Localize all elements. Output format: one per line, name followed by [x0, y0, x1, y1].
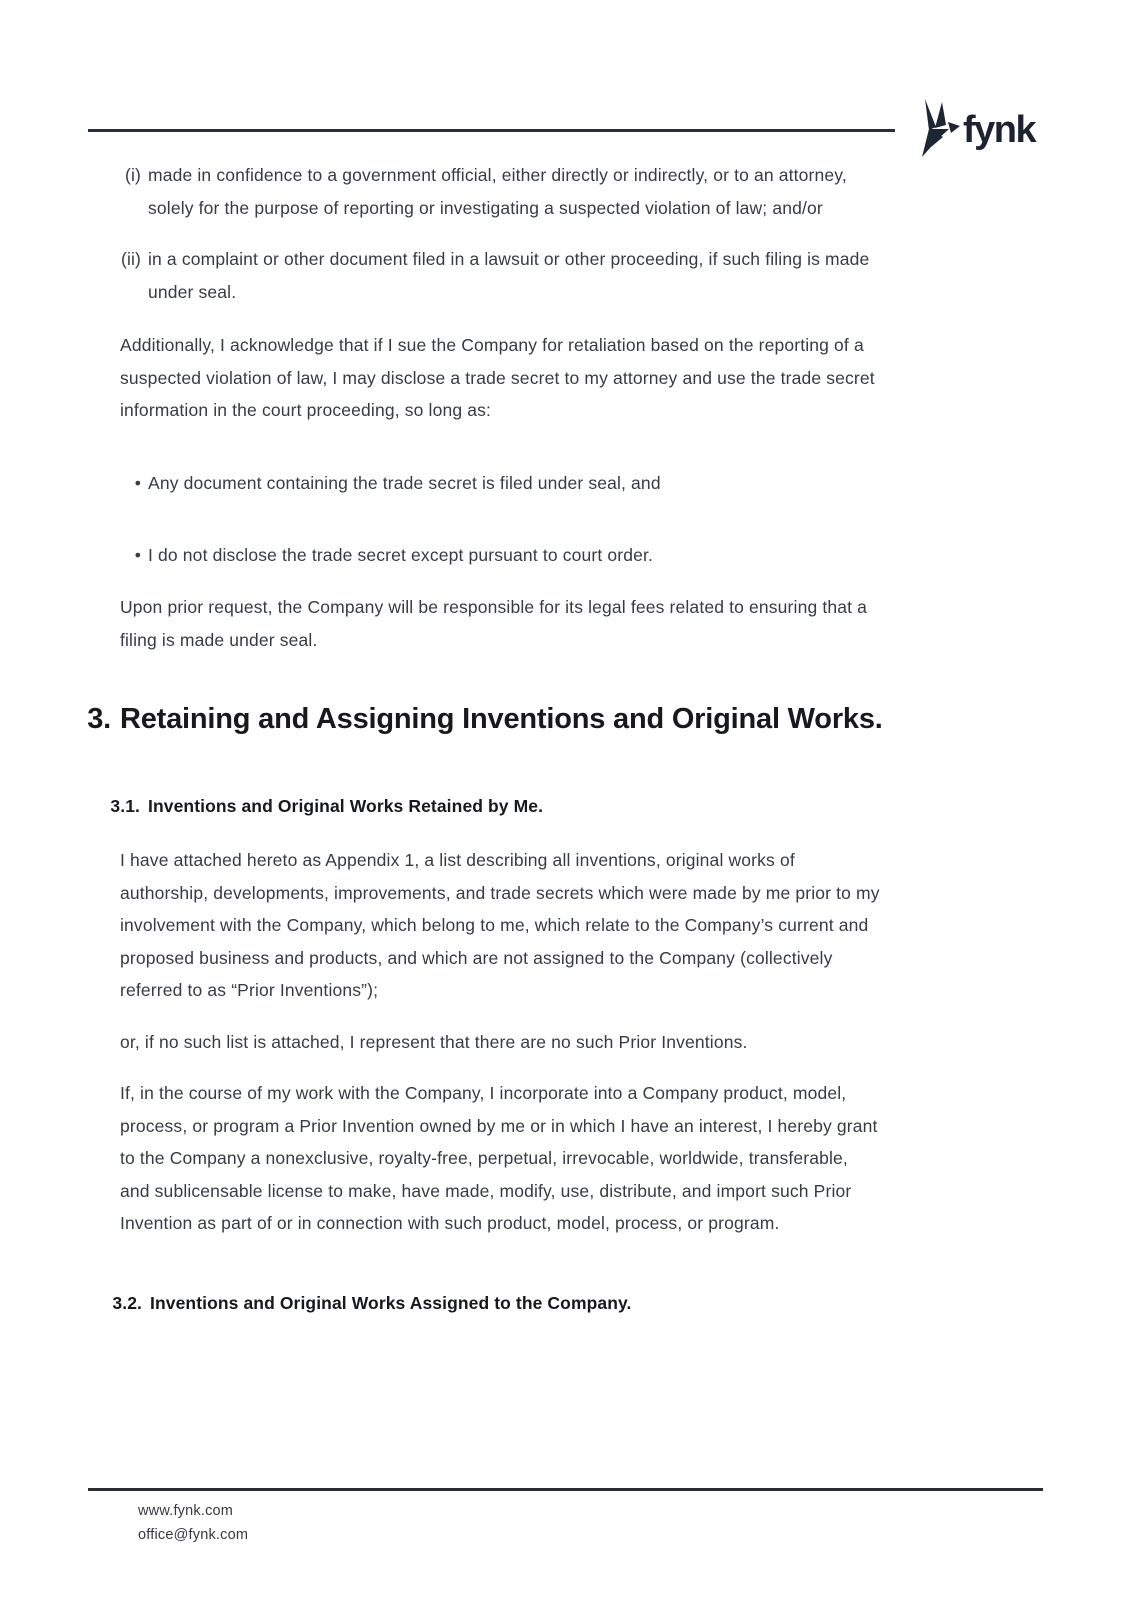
paragraph-license-grant — [120, 1077, 878, 1240]
text-line: If, in the course of my work with the Company, I incorporate into a Company product, model, — [120, 1083, 847, 1103]
text-line: or, if no such list is attached, I represent that there are no such Prior Inventions. — [120, 1032, 748, 1052]
section-heading-3 — [87, 698, 883, 740]
clause-text-ii — [148, 243, 869, 308]
text-line: I have attached hereto as Appendix 1, a list describing all inventions, original works of — [120, 850, 795, 870]
text-line: made in confidence to a government official, either directly or indirectly, or to an attorney, — [148, 165, 847, 185]
clause-item-ii — [120, 243, 870, 308]
text-line: authorship, developments, improvements, and trade secrets which were made by me prior to my — [120, 882, 880, 903]
paragraph-text — [120, 844, 880, 1007]
subsection-heading-3-2 — [112, 1291, 632, 1315]
text-line: filing is made under seal. — [120, 629, 318, 650]
text-line: information in the court proceeding, so long as: — [120, 400, 492, 420]
bullet-text — [148, 539, 653, 572]
clause-item-i — [125, 159, 847, 224]
paragraph-text — [120, 1077, 878, 1240]
brand-wordmark: fynk — [963, 109, 1036, 151]
bullet-item-2 — [134, 539, 654, 572]
text-line: Invention as part of or in connection with such product, model, process, or program. — [120, 1213, 780, 1233]
footer-website: www.fynk.com — [138, 1503, 234, 1519]
footer-email: office@fynk.com — [138, 1527, 249, 1543]
subsection-number: 3.1. — [110, 796, 140, 816]
section-title: Retaining and Assigning Inventions and Original Works. — [120, 703, 883, 735]
clause-marker-i: (i) — [125, 165, 141, 185]
text-line: Any document containing the trade secret is filed under seal, and — [148, 473, 661, 493]
bullet-item-1 — [134, 467, 661, 500]
paragraph-text — [120, 1026, 748, 1059]
text-line: suspected violation of law, I may disclose a trade secret to my attorney and use the trade secret — [120, 367, 875, 388]
bullet-dot-icon: • — [134, 473, 141, 493]
text-line: referred to as “Prior Inventions”); — [120, 980, 379, 1000]
paragraph-additionally — [120, 329, 875, 427]
bullet-dot-icon: • — [134, 545, 141, 565]
subsection-heading-3-1 — [110, 794, 544, 818]
text-line: solely for the purpose of reporting or investigating a suspected violation of law; and/or — [148, 197, 823, 218]
origami-bird-icon — [915, 99, 961, 161]
text-line: in a complaint or other document filed in a lawsuit or other proceeding, if such filing is made — [148, 249, 870, 269]
paragraph-text — [120, 329, 875, 427]
text-line: process, or program a Prior Invention owned by me or in which I have an interest, I hereby grant — [120, 1115, 878, 1136]
text-line: involvement with the Company, which belong to me, which relate to the Company’s current and — [120, 915, 869, 935]
section-number: 3. — [87, 703, 111, 735]
paragraph-text — [120, 591, 867, 656]
paragraph-no-list — [120, 1026, 748, 1059]
text-line: to the Company a nonexclusive, royalty-free, perpetual, irrevocable, worldwide, transferable, — [120, 1148, 848, 1168]
clause-text-i — [148, 159, 847, 224]
subsection-title: Inventions and Original Works Retained by Me. — [148, 796, 544, 816]
text-line: under seal. — [148, 281, 237, 302]
header-rule — [88, 129, 895, 132]
text-line: proposed business and products, and which are not assigned to the Company (collectively — [120, 947, 833, 968]
subsection-number: 3.2. — [112, 1293, 142, 1313]
paragraph-upon-request — [120, 591, 867, 656]
text-line: Additionally, I acknowledge that if I sue the Company for retaliation based on the reporting of a — [120, 335, 864, 355]
clause-marker-ii: (ii) — [120, 249, 141, 269]
subsection-title: Inventions and Original Works Assigned to the Company. — [150, 1293, 632, 1313]
text-line: and sublicensable license to make, have made, modify, use, distribute, and import such Prior — [120, 1180, 852, 1201]
footer-rule — [88, 1488, 1043, 1491]
bullet-text — [148, 467, 661, 500]
text-line: I do not disclose the trade secret except pursuant to court order. — [148, 545, 654, 565]
text-line: Upon prior request, the Company will be responsible for its legal fees related to ensuring that a — [120, 597, 868, 617]
paragraph-prior-inventions — [120, 844, 880, 1007]
